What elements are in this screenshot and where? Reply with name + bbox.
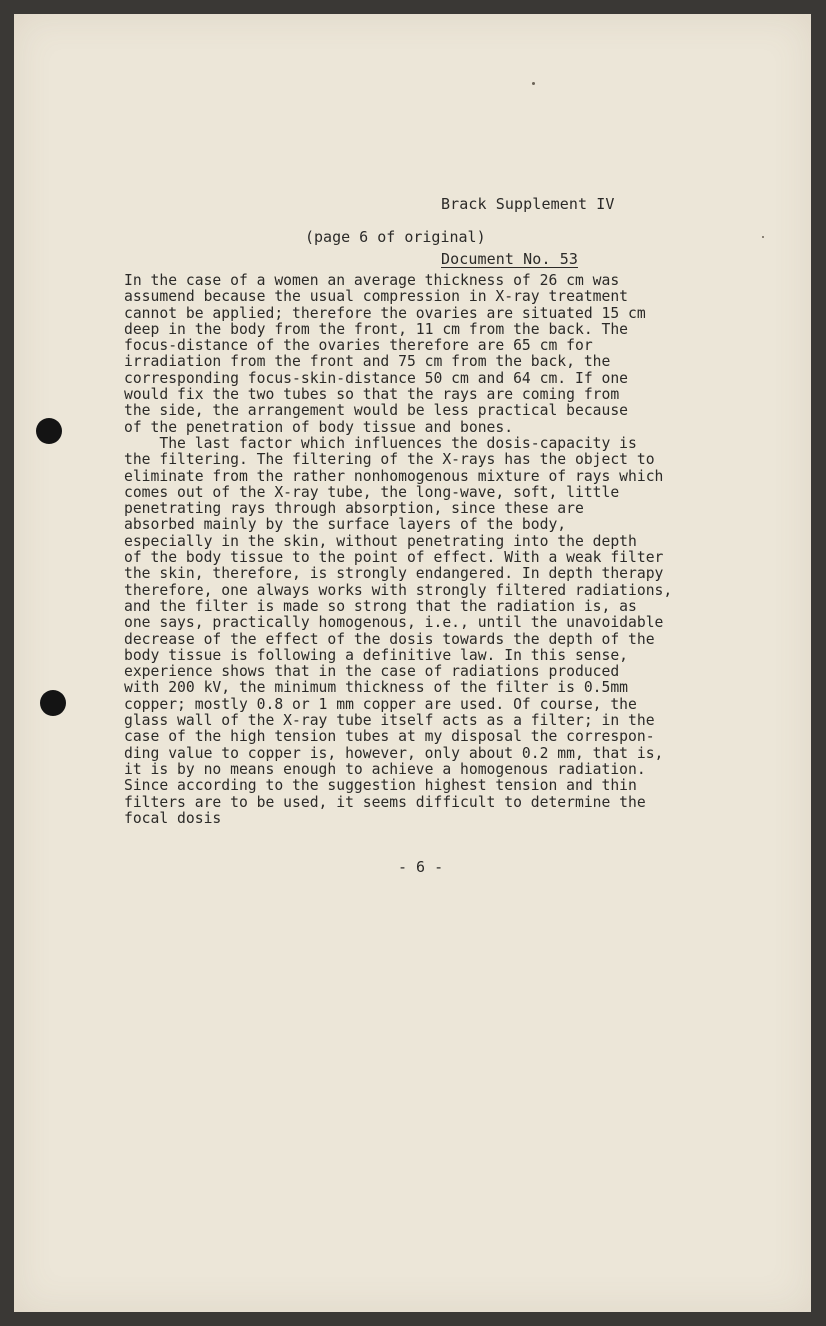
body-line: case of the high tension tubes at my disposal the correspon- bbox=[124, 728, 655, 746]
body-line: the side, the arrangement would be less practical because bbox=[124, 402, 629, 420]
page-number: - 6 - bbox=[398, 858, 444, 876]
body-line: eliminate from the rather nonhomogenous mixture of rays which bbox=[124, 467, 664, 485]
paper-speck bbox=[762, 236, 764, 238]
body-line: body tissue is following a definitive law. In this sense, bbox=[124, 646, 629, 664]
body-line: with 200 kV, the minimum thickness of the filter is 0.5mm bbox=[124, 679, 629, 697]
body-line: focus-distance of the ovaries therefore are 65 cm for bbox=[124, 337, 593, 355]
body-line: of the body tissue to the point of effect. With a weak filter bbox=[124, 549, 664, 567]
body-line: In the case of a women an average thickness of 26 cm was bbox=[124, 272, 620, 289]
body-line: one says, practically homogenous, i.e., until the unavoidable bbox=[124, 614, 664, 632]
original-page-note: (page 6 of original) bbox=[305, 228, 486, 246]
body-line: Since according to the suggestion highest tension and thin bbox=[124, 777, 637, 795]
paper-speck bbox=[532, 82, 535, 85]
punch-hole-lower bbox=[40, 690, 66, 716]
body-line: filters are to be used, it seems difficult to determine the bbox=[124, 793, 646, 811]
body-line: the filtering. The filtering of the X-rays has the object to bbox=[124, 451, 655, 469]
body-line: corresponding focus-skin-distance 50 cm and 64 cm. If one bbox=[124, 369, 629, 387]
body-line: irradiation from the front and 75 cm from the back, the bbox=[124, 353, 611, 371]
body-line: glass wall of the X-ray tube itself acts as a filter; in the bbox=[124, 712, 655, 730]
body-line: therefore, one always works with strongly filtered radiations, bbox=[124, 581, 673, 599]
body-line: especially in the skin, without penetrating into the depth bbox=[124, 532, 637, 550]
body-line: ding value to copper is, however, only about 0.2 mm, that is, bbox=[124, 744, 664, 762]
body-line: The last factor which influences the dosis-capacity is bbox=[124, 434, 637, 452]
body-line: comes out of the X-ray tube, the long-wave, soft, little bbox=[124, 483, 620, 501]
body-line: it is by no means enough to achieve a homogenous radiation. bbox=[124, 760, 646, 778]
punch-hole-upper bbox=[36, 418, 62, 444]
body-text bbox=[124, 273, 764, 827]
body-line: deep in the body from the front, 11 cm from the back. The bbox=[124, 320, 629, 338]
body-line: focal dosis bbox=[124, 809, 222, 827]
body-line: copper; mostly 0.8 or 1 mm copper are used. Of course, the bbox=[124, 695, 637, 713]
body-line: experience shows that in the case of radiations produced bbox=[124, 663, 620, 681]
body-line: would fix the two tubes so that the rays are coming from bbox=[124, 386, 620, 404]
body-line: cannot be applied; therefore the ovaries are situated 15 cm bbox=[124, 304, 646, 322]
body-line: and the filter is made so strong that the radiation is, as bbox=[124, 597, 637, 615]
supplement-title: Brack Supplement IV bbox=[441, 195, 615, 213]
body-line: assumend because the usual compression in X-ray treatment bbox=[124, 288, 629, 306]
document-number: Document No. 53 bbox=[441, 250, 578, 268]
body-line: the skin, therefore, is strongly endangered. In depth therapy bbox=[124, 565, 664, 583]
document-header bbox=[441, 158, 614, 287]
body-line: penetrating rays through absorption, since these are bbox=[124, 500, 584, 518]
body-line: of the penetration of body tissue and bones. bbox=[124, 418, 514, 436]
body-line: decrease of the effect of the dosis towards the depth of the bbox=[124, 630, 655, 648]
body-line: absorbed mainly by the surface layers of the body, bbox=[124, 516, 567, 534]
